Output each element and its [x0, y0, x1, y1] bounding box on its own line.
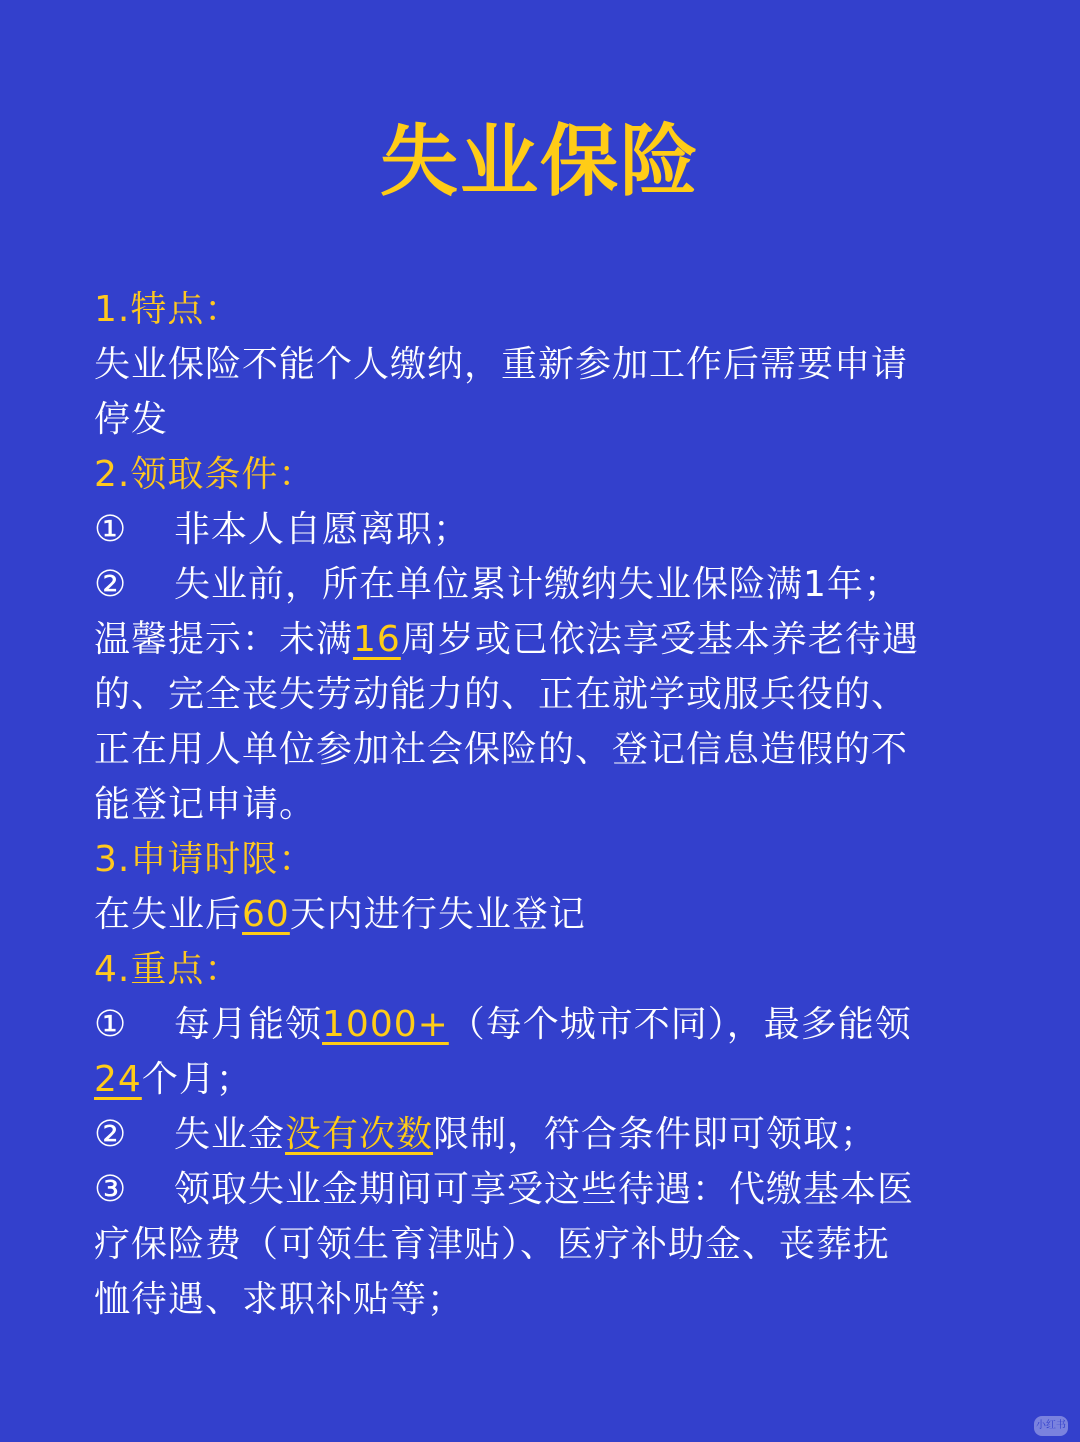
tip-age-highlight: 16: [353, 619, 401, 660]
features-line-2: 停发: [94, 399, 169, 440]
watermark-logo: 小红书: [1034, 1416, 1068, 1436]
section-heading-time-limit: 3.申请时限：: [94, 839, 316, 880]
key-point-item-1: [94, 997, 994, 1052]
key-point-item-3: [94, 1162, 994, 1217]
tip-line-1: [94, 612, 994, 667]
key-point-1-middle: （每个城市不同），最多能领: [448, 1004, 912, 1045]
condition-text-1: 非本人自愿离职；: [174, 509, 471, 550]
item-marker: ②: [94, 564, 128, 605]
item-marker: ①: [94, 509, 128, 550]
tip-suffix: 周岁或已依法享受基本养老待遇: [400, 619, 919, 660]
condition-text-2: 失业前，所在单位累计缴纳失业保险满1年；: [174, 564, 901, 605]
key-point-2-suffix: 限制，符合条件即可领取；: [433, 1114, 878, 1155]
key-point-item-1-cont: [94, 1052, 994, 1107]
key-point-1-prefix: 每月能领: [174, 1004, 323, 1045]
time-limit-line: [94, 887, 994, 942]
key-point-3-line-3: 恤待遇、求职补贴等；: [94, 1279, 465, 1320]
time-limit-prefix: 在失业后: [94, 894, 243, 935]
tip-line-4: 能登记申请。: [94, 784, 317, 825]
tip-line-2: 的、完全丧失劳动能力的、正在就学或服兵役的、: [94, 674, 909, 715]
features-line-1: 失业保险不能个人缴纳，重新参加工作后需要申请: [94, 344, 909, 385]
article-body: [94, 282, 994, 1327]
page-title: 失业保险: [379, 117, 700, 207]
key-point-3-first: 领取失业金期间可享受这些待遇：代缴基本医: [174, 1169, 915, 1210]
amount-highlight: 1000+: [322, 1004, 449, 1045]
key-point-2-prefix: 失业金: [174, 1114, 286, 1155]
tip-line-3: 正在用人单位参加社会保险的、登记信息造假的不: [94, 729, 909, 770]
section-heading-features: 1.特点：: [94, 289, 242, 330]
key-point-3-line-2: 疗保险费（可领生育津贴）、医疗补助金、丧葬抚: [94, 1224, 891, 1265]
key-point-1-suffix: 个月；: [141, 1059, 253, 1100]
item-marker: ③: [94, 1169, 128, 1210]
months-highlight: 24: [94, 1059, 142, 1100]
section-heading-conditions: 2.领取条件：: [94, 454, 316, 495]
tip-prefix: 温馨提示：未满: [94, 619, 354, 660]
item-marker: ②: [94, 1114, 128, 1155]
key-point-item-2: [94, 1107, 994, 1162]
condition-item-2: [94, 557, 994, 612]
time-limit-suffix: 天内进行失业登记: [289, 894, 586, 935]
time-limit-days-highlight: 60: [242, 894, 290, 935]
item-marker: ①: [94, 1004, 128, 1045]
section-heading-key-points: 4.重点：: [94, 949, 242, 990]
condition-item-1: [94, 502, 994, 557]
no-limit-highlight: 没有次数: [285, 1114, 434, 1155]
